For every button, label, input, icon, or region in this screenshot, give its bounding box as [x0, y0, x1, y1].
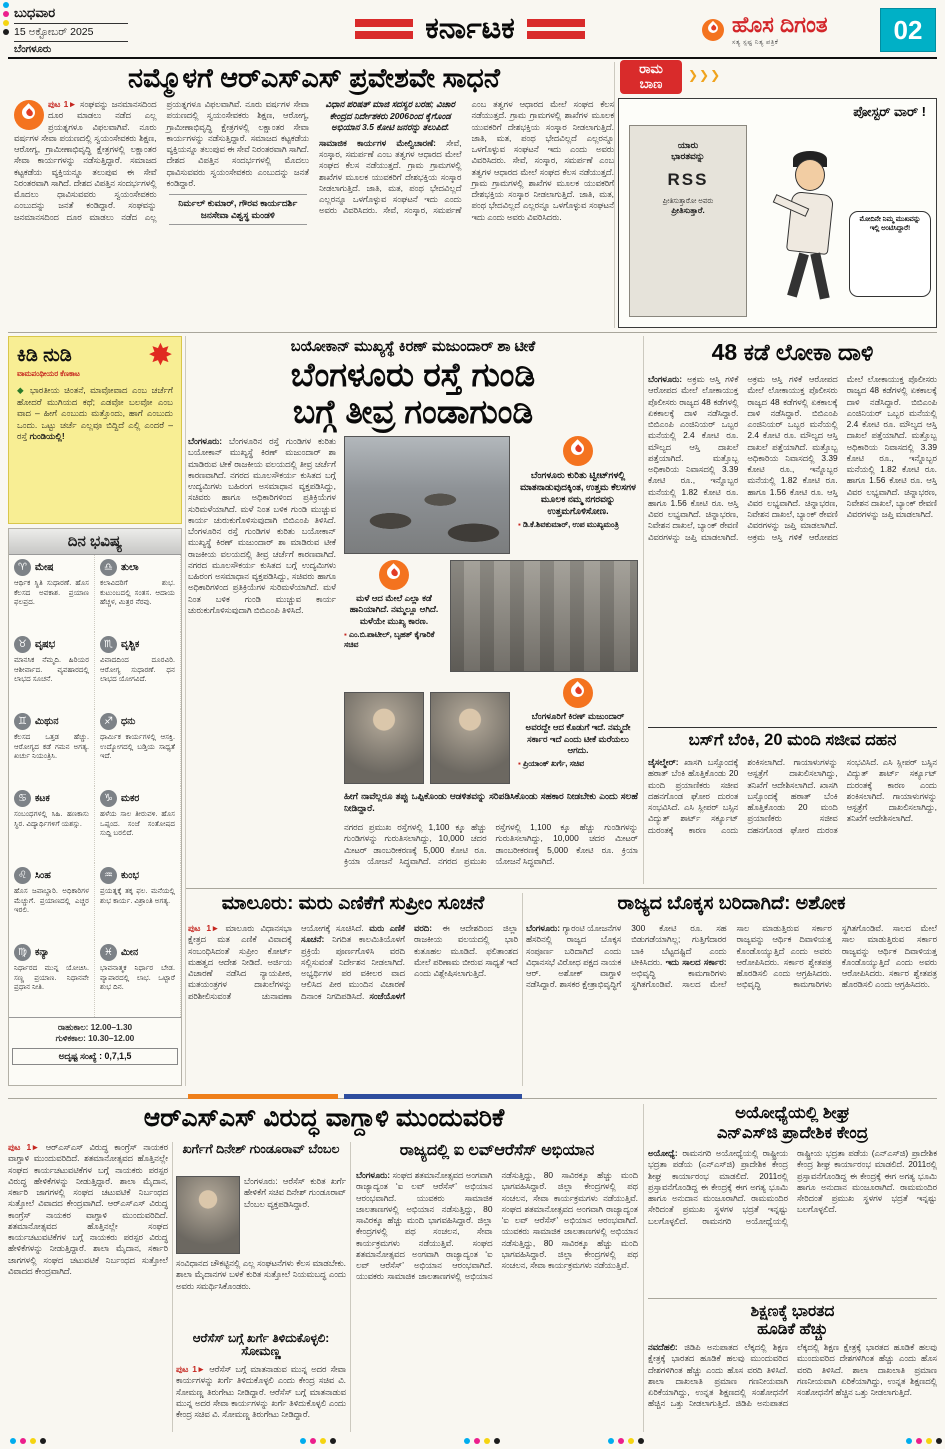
horoscope-item: ♒ ಕುಂಭ ಪ್ರಯತ್ನಕ್ಕೆ ತಕ್ಕ ಫಲ. ಮನೆಯಲ್ಲಿ ಶುಭ ಕಾರ್ಯ. ವಿಶ್ರಾಂತಿ ಅಗತ್ಯ. [95, 863, 181, 940]
ashok-dateline: ಬೆಂಗಳೂರು: [526, 923, 561, 933]
reg-dot-yellow [320, 1438, 326, 1444]
nsg-dateline: ಅಯೋಧ್ಯೆ: [648, 1148, 678, 1158]
bus-headline: ಬಸ್‌ಗೆ ಬೆಂಕಿ, 20 ಮಂದಿ ಸಜೀವ ದಹನ [688, 731, 897, 749]
column-rule [185, 336, 186, 1086]
quote-attribution: ▪ ಎಂ.ಬಿ.ಪಾಟೀಲ್, ಬೃಹತ್ ಕೈಗಾರಿಕೆ ಸಚಿವ [344, 630, 435, 650]
lead-intro: ವಿಧಾನ ಪರಿಷತ್ ಮಾಜಿ ಸದಸ್ಯರ ಬರಹ; ವಿಚಾರ ಕೇಂದ್ರದ ನಿರ್ದೇಶಕರು 2006ರಿಂದ ಕೈಗೊಂಡ ಅಭಿಯಾನ 3.5 ಕೋಟಿ ಜನರನ್ನು ತಲುಪಿದೆ. [325, 99, 456, 133]
registration-marks-bottom-right [906, 1438, 942, 1444]
lead-headline: ನಮ್ಮೊಳಗೆ ಆರ್‌ಎಸ್‌ಎಸ್ ಪ್ರವೇಶವೇ ಸಾಧನೆ [128, 63, 500, 93]
reg-dot-yellow [926, 1438, 932, 1444]
horoscope-footer [9, 1017, 181, 1067]
section-title-band [240, 6, 700, 52]
section-divider [186, 888, 937, 889]
horoscope-item: ♎ ತುಲಾ ಕಲಾವಿದರಿಗೆ ಶುಭ. ಕುಟುಂಬದಲ್ಲಿ ಸಂತಸ. ಆದಾಯ ಹೆಚ್ಚಳ, ಮಿತ್ರರ ನೆರವು. [95, 555, 181, 632]
reg-dot-black [494, 1438, 500, 1444]
flame-logo-icon [14, 100, 44, 130]
dateline-block [14, 5, 128, 55]
somanna-body [176, 1364, 346, 1430]
loka-body [648, 374, 937, 722]
poster-rss-text: RSS [667, 170, 709, 189]
loka-dateline: ಬೆಂಗಳೂರು: [648, 374, 683, 384]
ilove-body [356, 1170, 638, 1430]
registration-marks-bottom-3 [608, 1438, 644, 1444]
reg-dot-cyan [906, 1438, 912, 1444]
rama-bana-line1: ರಾಮ [639, 61, 663, 77]
somanna-subhead: ಆರೆಸೆಸ್ ಬಗ್ಗೆ ಖರ್ಗೆ ತಿಳಿದುಕೊಳ್ಳಲಿ: ಸೋಮಣ್ಣ [192, 1331, 330, 1359]
nsg-headline-line1: ಅಯೋಧ್ಯೆಯಲ್ಲಿ ಶೀಘ್ರ [735, 1104, 850, 1122]
quote-attribution: ▪ ಪ್ರಿಯಾಂಕ್ ಖರ್ಗೆ, ಸಚಿವ [518, 759, 584, 769]
zodiac-icon: ♋ [14, 790, 31, 807]
quote-attribution: ▪ ಡಿ.ಕೆ.ಶಿವಕುಮಾರ್, ಉಪ ಮುಖ್ಯಮಂತ್ರಿ [518, 520, 619, 529]
figure-leg [787, 252, 809, 297]
reg-dot-magenta [20, 1438, 26, 1444]
continuation-marker: ಪುಟ 1► [188, 923, 220, 933]
weekday: ಬುಧವಾರ [14, 5, 56, 20]
column-rule [643, 336, 644, 884]
rahukala: ರಾಹುಕಾಲ: 12.00–1.30 [57, 1022, 133, 1032]
horoscope-grid [9, 555, 181, 1017]
quote-text: ಬೆಂಗಳೂರಿಗೆ ಕಿರಣ್ ಮಜುಂದಾರ್ ಅವರದ್ದೇ ಆದ ಕೊಡುಗೆ ಇದೆ. ನಮ್ಮದೇ ಸರ್ಕಾರ ಇದೆ ಎಂದು ಟೀಕೆ ಮರೆಯಲು ಆಗದು. [525, 711, 631, 756]
rama-bana-line2: ಬಾಣ [639, 76, 663, 91]
zodiac-icon: ♌ [14, 867, 31, 884]
horoscope-item: ♊ ಮಿಥುನ ಕೆಲಸದ ಒತ್ತಡ ಹೆಚ್ಚು. ಆರೋಗ್ಯದ ಕಡೆ ಗಮನ ಅಗತ್ಯ. ಖರ್ಚು ನಿಯಂತ್ರಿಸಿ. [9, 709, 95, 786]
horoscope-item: ♏ ವೃಶ್ಚಿಕ ವಿವಾದದಿಂದ ದೂರವಿರಿ. ಆರೋಗ್ಯ ಸುಧಾರಣೆ. ಧನ ಲಾಭದ ಯೋಗವಿದೆ. [95, 632, 181, 709]
horoscope-item: ♉ ವೃಷಭ ಮಾನಸಿಕ ನೆಮ್ಮದಿ. ಹಿರಿಯರ ಆಶೀರ್ವಾದ. ವ್ಯವಹಾರದಲ್ಲಿ ಲಾಭದ ಸೂಚನೆ. [9, 632, 95, 709]
registration-marks-top-left [3, 2, 9, 35]
reg-dot-yellow [484, 1438, 490, 1444]
reg-dot-magenta [474, 1438, 480, 1444]
article-divider [648, 727, 937, 728]
figure-leg [810, 252, 829, 299]
edu-body [648, 1342, 937, 1430]
malur-paragraph-3: ಈ ಆದೇಶದಿಂದ ಜಿಲ್ಲಾ ರಾಜಕೀಯ ವಲಯದಲ್ಲಿ ಭಾರಿ ಕುತೂಹಲ ಮೂಡಿದೆ. ಫಲಿತಾಂಶದ ಮೇಲೆ ಪರಿಣಾಮ ಬೀರುವ ಸಾಧ್ಯತೆ ಇದೆ ಎಂದು ವಿಶ್ಲೇಷಿಸಲಾಗುತ್ತಿದೆ. [414, 923, 518, 978]
main-headline-line2: ಬಗ್ಗೆ ತೀವ್ರ ಗಂಡಾಗುಂಡಿ [292, 393, 534, 430]
ilove-headline: ರಾಜ್ಯದಲ್ಲಿ ಐ ಲವ್‌ಆರೆಸೆಸ್ ಅಭಿಯಾನ [399, 1142, 595, 1159]
horoscope-box [8, 528, 182, 1086]
dinesh-portrait-photo [176, 1176, 240, 1254]
quote-box-patil [344, 560, 444, 686]
masthead-tagline: ಸತ್ಯ ಸ್ಪಷ್ಟ ನಿತ್ಯ ಪತ್ರಿಕೆ [732, 38, 779, 46]
section-title: ಕರ್ನಾಟಕ [425, 12, 515, 46]
header-rule [8, 57, 937, 59]
quote-text: ಮಳೆ ಆದ ಮೇಲೆ ಎಲ್ಲಾ ಕಡೆ ಹಾನಿಯಾಗಿದೆ. ನಮ್ಮಲ್ಲೂ ಆಗಿದೆ. ಮಳೆಯೇ ಮುಖ್ಯ ಕಾರಣ. [349, 593, 439, 626]
diamond-bullet-icon: ◆ [17, 385, 26, 395]
continuation-marker: ಪುಟ 1► [176, 1364, 206, 1374]
flame-logo-icon [379, 560, 409, 590]
zodiac-icon: ♑ [100, 790, 117, 807]
red-bars-right-icon [527, 19, 585, 39]
politician-portrait-photo [430, 692, 510, 784]
rama-bana-label [620, 60, 682, 94]
pothole-road-photo [344, 436, 510, 554]
continuation-marker: ಪುಟ 1► [8, 1142, 40, 1152]
divider-blue-segment [344, 1094, 522, 1099]
column-rule [172, 1142, 173, 1432]
reg-dot-cyan [464, 1438, 470, 1444]
dinesh-subhead: ಖರ್ಗೆಗೆ ದಿನೇಶ್ ಗುಂಡೂರಾವ್ ಬೆಂಬಲ [182, 1142, 340, 1156]
malur-body [188, 923, 518, 1086]
bus-text: ಖಾಸಗಿ ಬಸ್ಸೊಂದಕ್ಕೆ ಹಠಾತ್ ಬೆಂಕಿ ಹೊತ್ತಿಕೊಂಡು 20 ಮಂದಿ ಪ್ರಯಾಣಿಕರು ಸಜೀವ ದಹನಗೊಂಡ ಘೋರ ದುರಂತ ಸಂಭವಿಸಿದೆ. ಎಸಿ ಸ್ಲೀಪರ್ ಬಸ್ಸಿನ ವಿದ್ಯುತ್ ಶಾರ್ಟ್ ಸರ್ಕ್ಯೂಟ್ ದುರಂತಕ್ಕೆ ಕಾರಣ ಎಂದು ಶಂಕಿಸಲಾಗಿದೆ. ಗಾಯಾಳುಗಳನ್ನು ಆಸ್ಪತ್ರೆಗೆ ದಾಖಲಿಸಲಾಗಿದ್ದು, ತನಿಖೆಗೆ ಆದೇಶಿಸಲಾಗಿದೆ. ಖಾಸಗಿ ಬಸ್ಸೊಂದಕ್ಕೆ ಹಠಾತ್ ಬೆಂಕಿ ಹೊತ್ತಿಕೊಂಡು 20 ಮಂದಿ ಪ್ರಯಾಣಿಕರು ಸಜೀವ ದಹನಗೊಂಡ ಘೋರ ದುರಂತ ಸಂಭವಿಸಿದೆ. ಎಸಿ ಸ್ಲೀಪರ್ ಬಸ್ಸಿನ ವಿದ್ಯುತ್ ಶಾರ್ಟ್ ಸರ್ಕ್ಯೂಟ್ ದುರಂತಕ್ಕೆ ಕಾರಣ ಎಂದು ಶಂಕಿಸಲಾಗಿದೆ. ಗಾಯಾಳುಗಳನ್ನು ಆಸ್ಪತ್ರೆಗೆ ದಾಖಲಿಸಲಾಗಿದ್ದು, ತನಿಖೆಗೆ ಆದೇಶಿಸಲಾಗಿದೆ. [648, 757, 937, 835]
malur-paragraph-2: ನಿಗದಿತ ಕಾಲಮಿತಿಯೊಳಗೆ ಪ್ರಕ್ರಿಯೆ ಪೂರ್ಣಗೊಳಿಸಿ ವರದಿ ಸಲ್ಲಿಸುವಂತೆ ನಿರ್ದೇಶನ ನೀಡಲಾಗಿದೆ. ಅಭ್ಯರ್ಥಿಗಳ ಪರ ವಕೀಲರ ವಾದ ಆಲಿಸಿದ ಪೀಠ ಮುಂದಿನ ವಿಚಾರಣೆ ದಿನಾಂಕ ನಿಗದಿಪಡಿಸಿದೆ. [301, 934, 405, 1001]
lead-byline: ನಿರ್ಮಲ್ ಕುಮಾರ್, ಗೌರವ ಕಾರ್ಯದರ್ಶಿ ಜನಸೇವಾ ವಿಶ್ವಸ್ಥ ಮಂಡಳಿ [169, 194, 308, 225]
red-bars-left-icon [355, 19, 413, 39]
poster-line: ಭಾರತವನ್ನು [671, 151, 705, 161]
red-square-bullet: ▪ [518, 759, 521, 769]
kidi-nudi-punchline: ಗುಂಡಿಯಲ್ಲಿ! [29, 431, 65, 442]
main-body-bottom: ನಗರದ ಪ್ರಮುಖ ರಸ್ತೆಗಳಲ್ಲಿ 1,100 ಕ್ಕೂ ಹೆಚ್ಚು ಗುಂಡಿಗಳನ್ನು ಗುರುತಿಸಲಾಗಿದ್ದು, 10,000 ಚದರ ಮೀಟರ್ ಡಾಂಬರೀಕರಣಕ್ಕೆ 5,000 ಕೋಟಿ ರೂ. ಕ್ರಿಯಾ ಯೋಜನೆ ಸಿದ್ಧವಾಗಿದೆ. ನಗರದ ಪ್ರಮುಖ ರಸ್ತೆಗಳಲ್ಲಿ 1,100 ಕ್ಕೂ ಹೆಚ್ಚು ಗುಂಡಿಗಳನ್ನು ಗುರುತಿಸಲಾಗಿದ್ದು, 10,000 ಚದರ ಮೀಟರ್ ಡಾಂಬರೀಕರಣಕ್ಕೆ 5,000 ಕೋಟಿ ರೂ. ಕ್ರಿಯಾ ಯೋಜನೆ ಸಿದ್ಧವಾಗಿದೆ. [344, 822, 638, 866]
zodiac-icon: ♏ [100, 636, 117, 653]
horoscope-item: ♑ ಮಕರ ಹಳೆಯ ಸಾಲ ತೀರುವಳಿ. ಹೊಸ ಒಪ್ಪಂದ. ಸಂಜೆ ಸಂತೋಷದ ಸುದ್ದಿ ಬರಲಿದೆ. [95, 786, 181, 863]
gulikakala: ಗುಳಿಕಕಾಲ: 10.30–12.00 [55, 1033, 135, 1043]
lead-body [14, 99, 614, 331]
rss-row-headline: ಆರ್‌ಎಸ್‌ಎಸ್ ವಿರುದ್ಧ ವಾಗ್ದಾಳಿ ಮುಂದುವರಿಕೆ [143, 1104, 505, 1132]
ashok-body [526, 923, 937, 1086]
ashok-subhead: ಇದು ಸಾಲದ ಸರ್ಕಾರ: [665, 956, 727, 967]
registration-marks-bottom-2 [464, 1438, 500, 1444]
quote-text: ಬೆಂಗಳೂರು ಕುರಿತು ಟ್ವೀಟ್‌ಗಳಲ್ಲಿ ಮಾತನಾಡುವುದಕ್ಕಿಂತ, ಉತ್ತಮ ಕೆಲಸಗಳ ಮೂಲಕ ನಮ್ಮ ನಗರವನ್ನು ಉತ್ತಮಗೊಳಿಸೋಣ. [520, 470, 636, 516]
page-number: 02 [893, 14, 923, 45]
registration-marks-bottom-1 [300, 1438, 336, 1444]
rss-colA-body [8, 1142, 168, 1432]
main-paragraph-1: ಬೆಂಗಳೂರಿನ ರಸ್ತೆ ಗುಂಡಿಗಳ ಕುರಿತು ಬಯೋಕಾನ್ ಮುಖ್ಯಸ್ಥೆ ಕಿರಣ್ ಮಜುಂದಾರ್ ಶಾ ಮಾಡಿರುವ ಟೀಕೆ ರಾಜಕೀಯ ವಲಯದಲ್ಲಿ ತೀವ್ರ ಚರ್ಚೆಗೆ ಕಾರಣವಾಗಿದೆ. ನಗರದ ಮೂಲಸೌಕರ್ಯ ಕುಸಿತದ ಬಗ್ಗೆ ಉದ್ಯಮಿಗಳು ಬಹಿರಂಗ ಅಸಮಾಧಾನ ವ್ಯಕ್ತಪಡಿಸಿದ್ದು, ಸಚಿವರು ಹಾಗೂ ಅಧಿಕಾರಿಗಳಿಂದ ಪ್ರತಿಕ್ರಿಯೆಗಳ ಸುರಿಮಳೆಯಾಗಿದೆ. ಮಳೆ ನಿಂತ ಬಳಿಕ ಗುಂಡಿ ಮುಚ್ಚುವ ಕಾರ್ಯ ಚುರುಕುಗೊಳಿಸುವುದಾಗಿ ಬಿಬಿಎಂಪಿ ತಿಳಿಸಿದೆ. ಬೆಂಗಳೂರಿನ ರಸ್ತೆ ಗುಂಡಿಗಳ ಕುರಿತು ಬಯೋಕಾನ್ ಮುಖ್ಯಸ್ಥೆ ಕಿರಣ್ ಮಜುಂದಾರ್ ಶಾ ಮಾಡಿರುವ ಟೀಕೆ ರಾಜಕೀಯ ವಲಯದಲ್ಲಿ ತೀವ್ರ ಚರ್ಚೆಗೆ ಕಾರಣವಾಗಿದೆ. ನಗರದ ಮೂಲಸೌಕರ್ಯ ಕುಸಿತದ ಬಗ್ಗೆ ಉದ್ಯಮಿಗಳು ಬಹಿರಂಗ ಅಸಮಾಧಾನ ವ್ಯಕ್ತಪಡಿಸಿದ್ದು, ಸಚಿವರು ಹಾಗೂ ಅಧಿಕಾರಿಗಳಿಂದ ಪ್ರತಿಕ್ರಿಯೆಗಳ ಸುರಿಮಳೆಯಾಗಿದೆ. ಮಳೆ ನಿಂತ ಬಳಿಕ ಗುಂಡಿ ಮುಚ್ಚುವ ಕಾರ್ಯ ಚುರುಕುಗೊಳಿಸುವುದಾಗಿ ಬಿಬಿಎಂಪಿ ತಿಳಿಸಿದೆ. [188, 436, 336, 615]
edu-headline-line1: ಶಿಕ್ಷಣಕ್ಕೆ ಭಾರತದ [750, 1303, 835, 1320]
main-body-left [188, 436, 336, 882]
column-rule [614, 62, 615, 328]
reg-dot-black [936, 1438, 942, 1444]
dinesh-body-below: ಸಂವಿಧಾನದ ಚೌಕಟ್ಟಿನಲ್ಲಿ ಎಲ್ಲ ಸಂಘಟನೆಗಳು ಕೆಲಸ ಮಾಡಬೇಕು. ಶಾಲಾ ಮೈದಾನಗಳ ಬಳಕೆ ಕುರಿತ ಸುತ್ತೋಲೆ ನಿಯಮಬದ್ಧ ಎಂದು ಅವರು ಸಮರ್ಥಿಸಿಕೊಂಡರು. [176, 1258, 346, 1291]
poster-line: ಯಾರು [677, 140, 699, 150]
horoscope-item: ♍ ಕನ್ಯಾ ನಿರ್ಧಾರದ ಮುನ್ನ ಯೋಚಿಸಿ. ಸಣ್ಣ ಪ್ರಯಾಣ. ನಿಧಾನವೇ ಪ್ರಧಾನ ನೀತಿ. [9, 940, 95, 1017]
reg-dot-black [40, 1438, 46, 1444]
reg-dot-magenta [916, 1438, 922, 1444]
rss-colA-text: ಆರ್‌ಎಸ್‌ಎಸ್ ವಿರುದ್ಧ ಕಾಂಗ್ರೆಸ್ ನಾಯಕರ ವಾಗ್ದಾಳಿ ಮುಂದುವರಿದಿದೆ. ಶತಮಾನೋತ್ಸವದ ಹೊತ್ತಿನಲ್ಲೇ ಸಂಘದ ಕಾರ್ಯಚಟುವಟಿಕೆಗಳ ಬಗ್ಗೆ ನಾಯಕರು ಪರಸ್ಪರ ವಿರುದ್ಧ ಹೇಳಿಕೆಗಳನ್ನು ನೀಡುತ್ತಿದ್ದಾರೆ. ಶಾಲಾ ಮೈದಾನ, ಸರ್ಕಾರಿ ಜಾಗಗಳಲ್ಲಿ ಸಂಘದ ಚಟುವಟಿಕೆ ನಿರ್ಬಂಧದ ಸುತ್ತೋಲೆ ವಿವಾದದ ಕೇಂದ್ರವಾಗಿದೆ. ಆರ್‌ಎಸ್‌ಎಸ್ ವಿರುದ್ಧ ಕಾಂಗ್ರೆಸ್ ನಾಯಕರ ವಾಗ್ದಾಳಿ ಮುಂದುವರಿದಿದೆ. ಶತಮಾನೋತ್ಸವದ ಹೊತ್ತಿನಲ್ಲೇ ಸಂಘದ ಕಾರ್ಯಚಟುವಟಿಕೆಗಳ ಬಗ್ಗೆ ನಾಯಕರು ಪರಸ್ಪರ ವಿರುದ್ಧ ಹೇಳಿಕೆಗಳನ್ನು ನೀಡುತ್ತಿದ್ದಾರೆ. ಶಾಲಾ ಮೈದಾನ, ಸರ್ಕಾರಿ ಜಾಗಗಳಲ್ಲಿ ಸಂಘದ ಚಟುವಟಿಕೆ ನಿರ್ಬಂಧದ ಸುತ್ತೋಲೆ ವಿವಾದದ ಕೇಂದ್ರವಾಗಿದೆ. [8, 1142, 168, 1276]
bus-dateline: ಜೈಸಲ್ಮೇರ್: [648, 757, 679, 767]
reg-dot-black [638, 1438, 644, 1444]
malur-headline: ಮಾಲೂರು: ಮರು ಎಣಿಕೆಗೆ ಸುಪ್ರೀಂ ಸೂಚನೆ [221, 893, 485, 914]
reg-dot-cyan [300, 1438, 306, 1444]
article-divider [648, 1298, 937, 1299]
column-rule [643, 1104, 644, 1432]
reg-dot-yellow [30, 1438, 36, 1444]
horoscope-title: ದಿನ ಭವಿಷ್ಯ [9, 529, 181, 555]
cartoon-title: ಪೋಸ್ಟರ್ ವಾರ್ ! [853, 104, 926, 119]
zodiac-icon: ♈ [14, 559, 31, 576]
ashok-paragraph-1: ಗ್ಯಾರಂಟಿ ಯೋಜನೆಗಳ ಹೆಸರಿನಲ್ಲಿ ರಾಜ್ಯದ ಬೊಕ್ಕಸ ಸಂಪೂರ್ಣ ಬರಿದಾಗಿದೆ ಎಂದು ವಿಧಾನಸಭೆ ವಿರೋಧ ಪಕ್ಷದ ನಾಯಕ ಆರ್. ಅಶೋಕ್ ವಾಗ್ದಾಳಿ ನಡೆಸಿದ್ದಾರೆ. ಶಾಸಕರ ಕ್ಷೇತ್ರಾಭಿವೃದ್ಧಿಗೆ 300 ಕೋಟಿ ರೂ. ಸಹ ಬಿಡುಗಡೆಯಾಗಿಲ್ಲ; ಗುತ್ತಿಗೆದಾರರ ಬಾಕಿ ಬೆಟ್ಟದಷ್ಟಿದೆ ಎಂದು ಟೀಕಿಸಿದರು. [526, 923, 727, 990]
reg-dot-black [330, 1438, 336, 1444]
ilove-text: ಸಂಘದ ಶತಮಾನೋತ್ಸವದ ಅಂಗವಾಗಿ ರಾಜ್ಯಾದ್ಯಂತ ‘ಐ ಲವ್ ಆರೆಸೆಸ್’ ಅಭಿಯಾನ ಆರಂಭವಾಗಿದೆ. ಯುವಕರು ಸಾಮಾಜಿಕ ಜಾಲತಾಣಗಳಲ್ಲಿ ಅಭಿಯಾನ ನಡೆಸುತ್ತಿದ್ದು, 80 ಸಾವಿರಕ್ಕೂ ಹೆಚ್ಚು ಮಂದಿ ಭಾಗವಹಿಸಿದ್ದಾರೆ. ಜಿಲ್ಲಾ ಕೇಂದ್ರಗಳಲ್ಲಿ ಪಥ ಸಂಚಲನ, ಸೇವಾ ಕಾರ್ಯಕ್ರಮಗಳು ನಡೆಯುತ್ತಿವೆ. ಸಂಘದ ಶತಮಾನೋತ್ಸವದ ಅಂಗವಾಗಿ ರಾಜ್ಯಾದ್ಯಂತ ‘ಐ ಲವ್ ಆರೆಸೆಸ್’ ಅಭಿಯಾನ ಆರಂಭವಾಗಿದೆ. ಯುವಕರು ಸಾಮಾಜಿಕ ಜಾಲತಾಣಗಳಲ್ಲಿ ಅಭಿಯಾನ ನಡೆಸುತ್ತಿದ್ದು, 80 ಸಾವಿರಕ್ಕೂ ಹೆಚ್ಚು ಮಂದಿ ಭಾಗವಹಿಸಿದ್ದಾರೆ. ಜಿಲ್ಲಾ ಕೇಂದ್ರಗಳಲ್ಲಿ ಪಥ ಸಂಚಲನ, ಸೇವಾ ಕಾರ್ಯಕ್ರಮಗಳು ನಡೆಯುತ್ತಿವೆ. ಸಂಘದ ಶತಮಾನೋತ್ಸವದ ಅಂಗವಾಗಿ ರಾಜ್ಯಾದ್ಯಂತ ‘ಐ ಲವ್ ಆರೆಸೆಸ್’ ಅಭಿಯಾನ ಆರಂಭವಾಗಿದೆ. ಯುವಕರು ಸಾಮಾಜಿಕ ಜಾಲತಾಣಗಳಲ್ಲಿ ಅಭಿಯಾನ ನಡೆಸುತ್ತಿದ್ದು, 80 ಸಾವಿರಕ್ಕೂ ಹೆಚ್ಚು ಮಂದಿ ಭಾಗವಹಿಸಿದ್ದಾರೆ. ಜಿಲ್ಲಾ ಕೇಂದ್ರಗಳಲ್ಲಿ ಪಥ ಸಂಚಲನ, ಸೇವಾ ಕಾರ್ಯಕ್ರಮಗಳು ನಡೆಯುತ್ತಿವೆ. [356, 1170, 638, 1282]
main-bold-statement: ಹೀಗೆ ನಾವೆಲ್ಲರೂ ತಪ್ಪು ಒಪ್ಪಿಕೊಂಡು ಆಡಳಿತವನ್ನು ಸರಿಪಡಿಸಿಕೊಂಡು ಸಹಕಾರ ನೀಡಬೇಕು ಎಂದು ಸಲಹೆ ನೀಡಿದ್ದಾರೆ. [344, 791, 638, 814]
red-square-bullet: ▪ [518, 520, 521, 529]
main-headline-line1: ಬೆಂಗಳೂರು ರಸ್ತೆ ಗುಂಡಿ [290, 356, 536, 393]
column-rule [350, 1142, 351, 1432]
cartoon-poster [629, 125, 747, 317]
nsg-headline-line2: ಎನ್‌ಎಸ್‌ಜಿ ಪ್ರಾದೇಶಿಕ ಕೇಂದ್ರ [716, 1124, 869, 1142]
section-divider [8, 332, 937, 333]
kidi-nudi-title: ಕಿಡಿ ನುಡಿ [17, 345, 72, 366]
cartoon-panel [618, 98, 937, 328]
lead-paragraph-1: ಸಂಘವನ್ನು ಜನಮಾನಸದಿಂದ ದೂರ ಮಾಡಲು ನಡೆದ ಎಲ್ಲ ಪ್ರಯತ್ನಗಳೂ ವಿಫಲವಾಗಿವೆ. ನೂರು ವರ್ಷಗಳ ಸೇವಾ ಪಯಣದಲ್ಲಿ ಸ್ವಯಂಸೇವಕರು ಶಿಕ್ಷಣ, ಆರೋಗ್ಯ, ಗ್ರಾಮೀಣಾಭಿವೃದ್ಧಿ ಕ್ಷೇತ್ರಗಳಲ್ಲಿ ಲಕ್ಷಾಂತರ ಸೇವಾ ಕಾರ್ಯಗಳನ್ನು ನಡೆಸುತ್ತಿದ್ದಾರೆ. ಸಮಾಜದ ಕಟ್ಟಕಡೆಯ ವ್ಯಕ್ತಿಯನ್ನೂ ತಲುಪುವ ಈ ಸೇವೆ ನಿರಂತರವಾಗಿ ಸಾಗಿದೆ. ದೇಶದ ವಿಪತ್ತಿನ ಸಂದರ್ಭಗಳಲ್ಲಿ ಮೊದಲು ಧಾವಿಸುವವರು ಸ್ವಯಂಸೇವಕರು ಎಂಬುದನ್ನು ಜನತೆ ಕಂಡಿದ್ದಾರೆ. ಸಂಘವನ್ನು ಜನಮಾನಸದಿಂದ ದೂರ ಮಾಡಲು ನಡೆದ ಎಲ್ಲ ಪ್ರಯತ್ನಗಳೂ ವಿಫಲವಾಗಿವೆ. ನೂರು ವರ್ಷಗಳ ಸೇವಾ ಪಯಣದಲ್ಲಿ ಸ್ವಯಂಸೇವಕರು ಶಿಕ್ಷಣ, ಆರೋಗ್ಯ, ಗ್ರಾಮೀಣಾಭಿವೃದ್ಧಿ ಕ್ಷೇತ್ರಗಳಲ್ಲಿ ಲಕ್ಷಾಂತರ ಸೇವಾ ಕಾರ್ಯಗಳನ್ನು ನಡೆಸುತ್ತಿದ್ದಾರೆ. ಸಮಾಜದ ಕಟ್ಟಕಡೆಯ ವ್ಯಕ್ತಿಯನ್ನೂ ತಲುಪುವ ಈ ಸೇವೆ ನಿರಂತರವಾಗಿ ಸಾಗಿದೆ. ದೇಶದ ವಿಪತ್ತಿನ ಸಂದರ್ಭಗಳಲ್ಲಿ ಮೊದಲು ಧಾವಿಸುವವರು ಸ್ವಯಂಸೇವಕರು ಎಂಬುದನ್ನು ಜನತೆ ಕಂಡಿದ್ದಾರೆ. [14, 99, 309, 222]
nsg-body [648, 1148, 937, 1294]
star-burst-icon: ✸ [147, 339, 173, 372]
malur-subhead-2: ಸಂಜೆಯೊಳಗೆ ವರದಿ: [369, 923, 433, 1001]
dinesh-body-side: ಬೆಂಗಳೂರು: ಆರೆಸೆಸ್ ಕುರಿತ ಖರ್ಗೆ ಹೇಳಿಕೆಗೆ ಸಚಿವ ದಿನೇಶ್ ಗುಂಡೂರಾವ್ ಬೆಂಬಲ ವ್ಯಕ್ತಪಡಿಸಿದ್ದಾರೆ. [244, 1176, 346, 1209]
somanna-text: ಆರೆಸೆಸ್ ಬಗ್ಗೆ ಮಾತನಾಡುವ ಮುನ್ನ ಅದರ ಸೇವಾ ಕಾರ್ಯಗಳನ್ನು ಖರ್ಗೆ ತಿಳಿದುಕೊಳ್ಳಲಿ ಎಂದು ಕೇಂದ್ರ ಸಚಿವ ವಿ. ಸೋಮಣ್ಣ ತಿರುಗೇಟು ನೀಡಿದ್ದಾರೆ. ಆರೆಸೆಸ್ ಬಗ್ಗೆ ಮಾತನಾಡುವ ಮುನ್ನ ಅದರ ಸೇವಾ ಕಾರ್ಯಗಳನ್ನು ಖರ್ಗೆ ತಿಳಿದುಕೊಳ್ಳಲಿ ಎಂದು ಕೇಂದ್ರ ಸಚಿವ ವಿ. ಸೋಮಣ್ಣ ತಿರುಗೇಟು ನೀಡಿದ್ದಾರೆ. [176, 1364, 346, 1419]
malur-subhead-1: ಮರು ಎಣಿಕೆ ಸೂಚನೆ: [301, 923, 406, 945]
column-rule [522, 893, 523, 1086]
horoscope-item: ♐ ಧನು ಧಾರ್ಮಿಕ ಕಾರ್ಯಗಳಲ್ಲಿ ಆಸಕ್ತಿ. ಉದ್ಯೋಗದಲ್ಲಿ ಬಡ್ತಿಯ ಸಾಧ್ಯತೆ ಇದೆ. [95, 709, 181, 786]
edu-headline-line2: ಹೂಡಿಕೆ ಹೆಚ್ಚು [757, 1321, 828, 1338]
main-kicker: ಬಯೋಕಾನ್ ಮುಖ್ಯಸ್ಥೆ ಕಿರಣ್ ಮಜುಂದಾರ್ ಶಾ ಟೀಕೆ [290, 339, 536, 355]
speech-bubble: ಮೋದಿನೇ ನಿಮ್ಮ ಮುಖವನ್ನು ಇಲ್ಲಿ ಅಂಟಿಸಿದ್ದಾರೆ! [849, 211, 931, 297]
divider [14, 23, 128, 24]
lead-paragraph-2: ಸೇವೆ, ಸಂಸ್ಕಾರ, ಸಮರ್ಪಣೆ ಎಂಬ ತತ್ವಗಳ ಆಧಾರದ ಮೇಲೆ ಸಂಘದ ಕೆಲಸ ನಡೆಯುತ್ತದೆ. ಗ್ರಾಮ ಗ್ರಾಮಗಳಲ್ಲಿ ಶಾಖೆಗಳ ಮೂಲಕ ಯುವಕರಿಗೆ ದೇಶಭಕ್ತಿಯ ಸಂಸ್ಕಾರ ನೀಡಲಾಗುತ್ತಿದೆ. ಜಾತಿ, ಮತ, ಪಂಥ ಭೇದವಿಲ್ಲದೆ ಎಲ್ಲರನ್ನೂ ಒಳಗೊಳ್ಳುವ ಸಂಘಟನೆ ಇದು ಎಂದು ಅವರು ವಿವರಿಸಿದರು. ಸೇವೆ, ಸಂಸ್ಕಾರ, ಸಮರ್ಪಣೆ ಎಂಬ ತತ್ವಗಳ ಆಧಾರದ ಮೇಲೆ ಸಂಘದ ಕೆಲಸ ನಡೆಯುತ್ತದೆ. ಗ್ರಾಮ ಗ್ರಾಮಗಳಲ್ಲಿ ಶಾಖೆಗಳ ಮೂಲಕ ಯುವಕರಿಗೆ ದೇಶಭಕ್ತಿಯ ಸಂಸ್ಕಾರ ನೀಡಲಾಗುತ್ತಿದೆ. ಜಾತಿ, ಮತ, ಪಂಥ ಭೇದವಿಲ್ಲದೆ ಎಲ್ಲರನ್ನೂ ಒಳಗೊಳ್ಳುವ ಸಂಘಟನೆ ಇದು ಎಂದು ಅವರು ವಿವರಿಸಿದರು. ಸೇವೆ, ಸಂಸ್ಕಾರ, ಸಮರ್ಪಣೆ ಎಂಬ ತತ್ವಗಳ ಆಧಾರದ ಮೇಲೆ ಸಂಘದ ಕೆಲಸ ನಡೆಯುತ್ತದೆ. ಗ್ರಾಮ ಗ್ರಾಮಗಳಲ್ಲಿ ಶಾಖೆಗಳ ಮೂಲಕ ಯುವಕರಿಗೆ ದೇಶಭಕ್ತಿಯ ಸಂಸ್ಕಾರ ನೀಡಲಾಗುತ್ತಿದೆ. ಜಾತಿ, ಮತ, ಪಂಥ ಭೇದವಿಲ್ಲದೆ ಎಲ್ಲರನ್ನೂ ಒಳಗೊಳ್ಳುವ ಸಂಘಟನೆ ಇದು ಎಂದು ಅವರು ವಿವರಿಸಿದರು. [319, 99, 614, 222]
flame-logo-icon [702, 19, 724, 41]
masthead-block [702, 5, 936, 55]
reg-dot-yellow [628, 1438, 634, 1444]
date: 15 ಅಕ್ಟೋಬರ್ 2025 [14, 26, 94, 38]
flame-logo-icon [563, 678, 593, 708]
zodiac-icon: ♒ [100, 867, 117, 884]
loka-text: ಅಕ್ರಮ ಆಸ್ತಿ ಗಳಿಕೆ ಆರೋಪದ ಮೇಲೆ ಲೋಕಾಯುಕ್ತ ಪೊಲೀಸರು ರಾಜ್ಯದ 48 ಕಡೆಗಳಲ್ಲಿ ಏಕಕಾಲಕ್ಕೆ ದಾಳಿ ನಡೆಸಿದ್ದಾರೆ. ಬಿಬಿಎಂಪಿ ಎಂಜಿನಿಯರ್ ಒಬ್ಬರ ಮನೆಯಲ್ಲಿ 2.4 ಕೋಟಿ ರೂ. ಮೌಲ್ಯದ ಆಸ್ತಿ ದಾಖಲೆ ಪತ್ತೆಯಾಗಿದೆ. ಮತ್ತೊಬ್ಬ ಅಧಿಕಾರಿಯ ನಿವಾಸದಲ್ಲಿ 3.39 ಕೋಟಿ ರೂ., ಇನ್ನೊಬ್ಬರ ಮನೆಯಲ್ಲಿ 1.82 ಕೋಟಿ ರೂ. ಹಾಗೂ 1.56 ಕೋಟಿ ರೂ. ಆಸ್ತಿ ವಿವರ ಲಭ್ಯವಾಗಿದೆ. ಚಿನ್ನಾಭರಣ, ನಿವೇಶನ ದಾಖಲೆ, ಬ್ಯಾಂಕ್ ಠೇವಣಿ ವಿವರಗಳನ್ನು ಜಪ್ತಿ ಮಾಡಲಾಗಿದೆ. ಅಕ್ರಮ ಆಸ್ತಿ ಗಳಿಕೆ ಆರೋಪದ ಮೇಲೆ ಲೋಕಾಯುಕ್ತ ಪೊಲೀಸರು ರಾಜ್ಯದ 48 ಕಡೆಗಳಲ್ಲಿ ಏಕಕಾಲಕ್ಕೆ ದಾಳಿ ನಡೆಸಿದ್ದಾರೆ. ಬಿಬಿಎಂಪಿ ಎಂಜಿನಿಯರ್ ಒಬ್ಬರ ಮನೆಯಲ್ಲಿ 2.4 ಕೋಟಿ ರೂ. ಮೌಲ್ಯದ ಆಸ್ತಿ ದಾಖಲೆ ಪತ್ತೆಯಾಗಿದೆ. ಮತ್ತೊಬ್ಬ ಅಧಿಕಾರಿಯ ನಿವಾಸದಲ್ಲಿ 3.39 ಕೋಟಿ ರೂ., ಇನ್ನೊಬ್ಬರ ಮನೆಯಲ್ಲಿ 1.82 ಕೋಟಿ ರೂ. ಹಾಗೂ 1.56 ಕೋಟಿ ರೂ. ಆಸ್ತಿ ವಿವರ ಲಭ್ಯವಾಗಿದೆ. ಚಿನ್ನಾಭರಣ, ನಿವೇಶನ ದಾಖಲೆ, ಬ್ಯಾಂಕ್ ಠೇವಣಿ ವಿವರಗಳನ್ನು ಜಪ್ತಿ ಮಾಡಲಾಗಿದೆ. ಅಕ್ರಮ ಆಸ್ತಿ ಗಳಿಕೆ ಆರೋಪದ ಮೇಲೆ ಲೋಕಾಯುಕ್ತ ಪೊಲೀಸರು ರಾಜ್ಯದ 48 ಕಡೆಗಳಲ್ಲಿ ಏಕಕಾಲಕ್ಕೆ ದಾಳಿ ನಡೆಸಿದ್ದಾರೆ. ಬಿಬಿಎಂಪಿ ಎಂಜಿನಿಯರ್ ಒಬ್ಬರ ಮನೆಯಲ್ಲಿ 2.4 ಕೋಟಿ ರೂ. ಮೌಲ್ಯದ ಆಸ್ತಿ ದಾಖಲೆ ಪತ್ತೆಯಾಗಿದೆ. ಮತ್ತೊಬ್ಬ ಅಧಿಕಾರಿಯ ನಿವಾಸದಲ್ಲಿ 3.39 ಕೋಟಿ ರೂ., ಇನ್ನೊಬ್ಬರ ಮನೆಯಲ್ಲಿ 1.82 ಕೋಟಿ ರೂ. ಹಾಗೂ 1.56 ಕೋಟಿ ರೂ. ಆಸ್ತಿ ವಿವರ ಲಭ್ಯವಾಗಿದೆ. ಚಿನ್ನಾಭರಣ, ನಿವೇಶನ ದಾಖಲೆ, ಬ್ಯಾಂಕ್ ಠೇವಣಿ ವಿವರಗಳನ್ನು ಜಪ್ತಿ ಮಾಡಲಾಗಿದೆ. [648, 374, 937, 542]
kidi-nudi-text: ಭಾರತೀಯ ಚಿಂತನೆ, ಮಾವೋವಾದ ಎಂಬ ಚರ್ಚೆಗೆ ಹೋದರೆ ಮುಗಿಯದ ಕಥೆ; ಎಡವೋ ಬಲವೋ ಎಂಬ ವಾದ – ಹೀಗೆ ಎಂಬುದು ಮತ್ತೊಂದು, ಹಾಗೆ ಎಂಬುದು ಒಂದು. ಒಟ್ಟು ಚರ್ಚೆ ಎಲ್ಲವೂ ಬಿದ್ದಿದೆ ಎಲ್ಲಿ ಎಂದರೆ – ರಸ್ತೆ [17, 385, 173, 442]
bus-body [648, 757, 937, 883]
ashok-headline: ರಾಜ್ಯದ ಬೊಕ್ಕಸ ಬರಿದಾಗಿದೆ: ಅಶೋಕ [617, 893, 846, 914]
flame-logo-icon [563, 436, 593, 466]
horoscope-item: ♋ ಕಟಕ ಸಂಬಂಧಗಳಲ್ಲಿ ಸಿಹಿ. ಹಣಕಾಸು ಸ್ಥಿರ. ವಿದ್ಯಾರ್ಥಿಗಳಿಗೆ ಯಶಸ್ಸು. [9, 786, 95, 863]
figure-head [795, 159, 825, 191]
edition-city: ಬೆಂಗಳೂರು [14, 44, 52, 55]
malur-paragraph-1: ಮಾಲೂರು ವಿಧಾನಸಭಾ ಕ್ಷೇತ್ರದ ಮತ ಎಣಿಕೆ ವಿವಾದಕ್ಕೆ ಸಂಬಂಧಿಸಿದಂತೆ ಸುಪ್ರೀಂ ಕೋರ್ಟ್ ಮಹತ್ವದ ಆದೇಶ ನೀಡಿದೆ. ಅರ್ಜಿಯ ವಿಚಾರಣೆ ನಡೆಸಿದ ನ್ಯಾಯಪೀಠ, ಮತಯಂತ್ರಗಳ ದಾಖಲೆಗಳನ್ನು ಪರಿಶೀಲಿಸುವಂತೆ ಚುನಾವಣಾ ಆಯೋಗಕ್ಕೆ ಸೂಚಿಸಿದೆ. [188, 923, 364, 1001]
registration-marks-bottom-left [10, 1438, 46, 1444]
nsg-text: ರಾಮನಗರಿ ಅಯೋಧ್ಯೆಯಲ್ಲಿ ರಾಷ್ಟ್ರೀಯ ಭದ್ರತಾ ಪಡೆಯ (ಎನ್‌ಎಸ್‌ಜಿ) ಪ್ರಾದೇಶಿಕ ಕೇಂದ್ರ ಶೀಘ್ರ ಕಾರ್ಯಾರಂಭ ಮಾಡಲಿದೆ. 2011ರಲ್ಲಿ ಪ್ರಸ್ತಾವನೆಗೊಂಡಿದ್ದ ಈ ಕೇಂದ್ರಕ್ಕೆ ಈಗ ಅಗತ್ಯ ಭೂಮಿ ಹಾಗೂ ಅನುದಾನ ಮಂಜೂರಾಗಿದೆ. ರಾಮಮಂದಿರ ಸೇರಿದಂತೆ ಪ್ರಮುಖ ಸ್ಥಳಗಳ ಭದ್ರತೆ ಇನ್ನಷ್ಟು ಬಲಗೊಳ್ಳಲಿದೆ. ರಾಮನಗರಿ ಅಯೋಧ್ಯೆಯಲ್ಲಿ ರಾಷ್ಟ್ರೀಯ ಭದ್ರತಾ ಪಡೆಯ (ಎನ್‌ಎಸ್‌ಜಿ) ಪ್ರಾದೇಶಿಕ ಕೇಂದ್ರ ಶೀಘ್ರ ಕಾರ್ಯಾರಂಭ ಮಾಡಲಿದೆ. 2011ರಲ್ಲಿ ಪ್ರಸ್ತಾವನೆಗೊಂಡಿದ್ದ ಈ ಕೇಂದ್ರಕ್ಕೆ ಈಗ ಅಗತ್ಯ ಭೂಮಿ ಹಾಗೂ ಅನುದಾನ ಮಂಜೂರಾಗಿದೆ. ರಾಮಮಂದಿರ ಸೇರಿದಂತೆ ಪ್ರಮುಖ ಸ್ಥಳಗಳ ಭದ್ರತೆ ಇನ್ನಷ್ಟು ಬಲಗೊಳ್ಳಲಿದೆ. [648, 1148, 937, 1226]
zodiac-icon: ♊ [14, 713, 31, 730]
reg-dot-cyan [10, 1438, 16, 1444]
divider-orange-segment [188, 1094, 338, 1099]
reg-dot-cyan [3, 2, 9, 8]
zodiac-icon: ♉ [14, 636, 31, 653]
ilove-dateline: ಬೆಂಗಳೂರು: [356, 1170, 391, 1180]
masthead-title: ಹೊಸ ದಿಗಂತ [732, 11, 828, 37]
reg-dot-magenta [618, 1438, 624, 1444]
kidi-nudi-box [8, 336, 182, 524]
poster-line: ಪ್ರೀತಿಸುತ್ತಾರೋ ಅವರು [662, 198, 714, 205]
red-square-bullet: ▪ [344, 630, 347, 640]
reg-dot-cyan [608, 1438, 614, 1444]
zodiac-icon: ♓ [100, 944, 117, 961]
edu-text: ಜಿಡಿಪಿ ಅನುಪಾತದ ಲೆಕ್ಕದಲ್ಲಿ ಶಿಕ್ಷಣ ಕ್ಷೇತ್ರಕ್ಕೆ ಭಾರತದ ಹೂಡಿಕೆ ಹಲವು ಮುಂದುವರಿದ ದೇಶಗಳಿಗಿಂತ ಹೆಚ್ಚು ಎಂದು ಹೊಸ ವರದಿ ತಿಳಿಸಿದೆ. ಶಾಲಾ ದಾಖಲಾತಿ ಪ್ರಮಾಣ ಗಣನೀಯವಾಗಿ ಏರಿಕೆಯಾಗಿದ್ದು, ಉನ್ನತ ಶಿಕ್ಷಣದಲ್ಲಿ ಸಂಶೋಧನೆಗೆ ಹೆಚ್ಚಿನ ಒತ್ತು ನೀಡಲಾಗುತ್ತಿದೆ. ಜಿಡಿಪಿ ಅನುಪಾತದ ಲೆಕ್ಕದಲ್ಲಿ ಶಿಕ್ಷಣ ಕ್ಷೇತ್ರಕ್ಕೆ ಭಾರತದ ಹೂಡಿಕೆ ಹಲವು ಮುಂದುವರಿದ ದೇಶಗಳಿಗಿಂತ ಹೆಚ್ಚು ಎಂದು ಹೊಸ ವರದಿ ತಿಳಿಸಿದೆ. ಶಾಲಾ ದಾಖಲಾತಿ ಪ್ರಮಾಣ ಗಣನೀಯವಾಗಿ ಏರಿಕೆಯಾಗಿದ್ದು, ಉನ್ನತ ಶಿಕ್ಷಣದಲ್ಲಿ ಸಂಶೋಧನೆಗೆ ಹೆಚ್ಚಿನ ಒತ್ತು ನೀಡಲಾಗುತ್ತಿದೆ. [648, 1342, 937, 1409]
lucky-numbers: ಅದೃಷ್ಟ ಸಂಖ್ಯೆ : 0,7,1,5 [12, 1048, 178, 1065]
zodiac-icon: ♐ [100, 713, 117, 730]
loka-headline: 48 ಕಡೆ ಲೋಕಾ ದಾಳಿ [711, 339, 874, 365]
ashok-paragraph-2: ಅಭಿವೃದ್ಧಿ ಕಾಮಗಾರಿಗಳು ಸ್ಥಗಿತಗೊಂಡಿವೆ. ಸಾಲದ ಮೇಲೆ ಸಾಲ ಮಾಡುತ್ತಿರುವ ಸರ್ಕಾರ ರಾಜ್ಯವನ್ನು ಆರ್ಥಿಕ ದಿವಾಳಿಯತ್ತ ಕೊಂಡೊಯ್ಯುತ್ತಿದೆ ಎಂದು ಅವರು ಆರೋಪಿಸಿದರು. ಸರ್ಕಾರ ಶ್ವೇತಪತ್ರ ಹೊರಡಿಸಲಿ ಎಂದು ಆಗ್ರಹಿಸಿದರು. ಅಭಿವೃದ್ಧಿ ಕಾಮಗಾರಿಗಳು ಸ್ಥಗಿತಗೊಂಡಿವೆ. ಸಾಲದ ಮೇಲೆ ಸಾಲ ಮಾಡುತ್ತಿರುವ ಸರ್ಕಾರ ರಾಜ್ಯವನ್ನು ಆರ್ಥಿಕ ದಿವಾಳಿಯತ್ತ ಕೊಂಡೊಯ್ಯುತ್ತಿದೆ ಎಂದು ಅವರು ಆರೋಪಿಸಿದರು. ಸರ್ಕಾರ ಶ್ವೇತಪತ್ರ ಹೊರಡಿಸಲಿ ಎಂದು ಆಗ್ರಹಿಸಿದರು. [631, 923, 937, 990]
reg-dot-black [3, 29, 9, 35]
lead-subhead: ಸಾಮಾಜಿಕ ಕಾರ್ಯಗಳ ಮೇಲ್ವಿಚಾರಣೆ: [319, 137, 436, 148]
main-dateline: ಬೆಂಗಳೂರು: [188, 436, 223, 446]
page-number-box [880, 8, 936, 52]
reg-dot-magenta [3, 11, 9, 17]
horoscope-item: ♌ ಸಿಂಹ ಹೊಸ ಜವಾಬ್ದಾರಿ. ಅಧಿಕಾರಿಗಳ ಮೆಚ್ಚುಗೆ. ಪ್ರಯಾಣದಲ್ಲಿ ಎಚ್ಚರ ಇರಲಿ. [9, 863, 95, 940]
continuation-marker: ಪುಟ 1► [48, 99, 77, 109]
zodiac-icon: ♍ [14, 944, 31, 961]
politician-portrait-photo [344, 692, 424, 784]
reg-dot-magenta [310, 1438, 316, 1444]
press-meet-photo [450, 560, 638, 672]
zodiac-icon: ♎ [100, 559, 117, 576]
divider [14, 41, 128, 42]
chevron-arrows-icon: ❯❯❯ [688, 68, 722, 82]
edu-dateline: ನವದೆಹಲಿ: [648, 1342, 678, 1352]
horoscope-item: ♈ ಮೇಷ ಆರ್ಥಿಕ ಸ್ಥಿತಿ ಸುಧಾರಣೆ. ಹೊಸ ಕೆಲಸದ ಅವಕಾಶ. ಪ್ರಯಾಣ ಫಲಪ್ರದ. [9, 555, 95, 632]
kidi-nudi-credit: ವಾಮಪಂಥೀಯರ ಕೆಣಕಾಟ [17, 369, 80, 378]
quote-box-shivakumar [518, 436, 638, 554]
reg-dot-yellow [3, 20, 9, 26]
poster-line: ಪ್ರೀತಿಸುತ್ತಾರೆ. [671, 206, 705, 215]
horoscope-item: ♓ ಮೀನ ಭಾವನಾತ್ಮಕ ನಿರ್ಧಾರ ಬೇಡ. ವ್ಯಾಪಾರದಲ್ಲಿ ಲಾಭ. ಒಟ್ಟಾರೆ ಶುಭ ದಿನ. [95, 940, 181, 1017]
